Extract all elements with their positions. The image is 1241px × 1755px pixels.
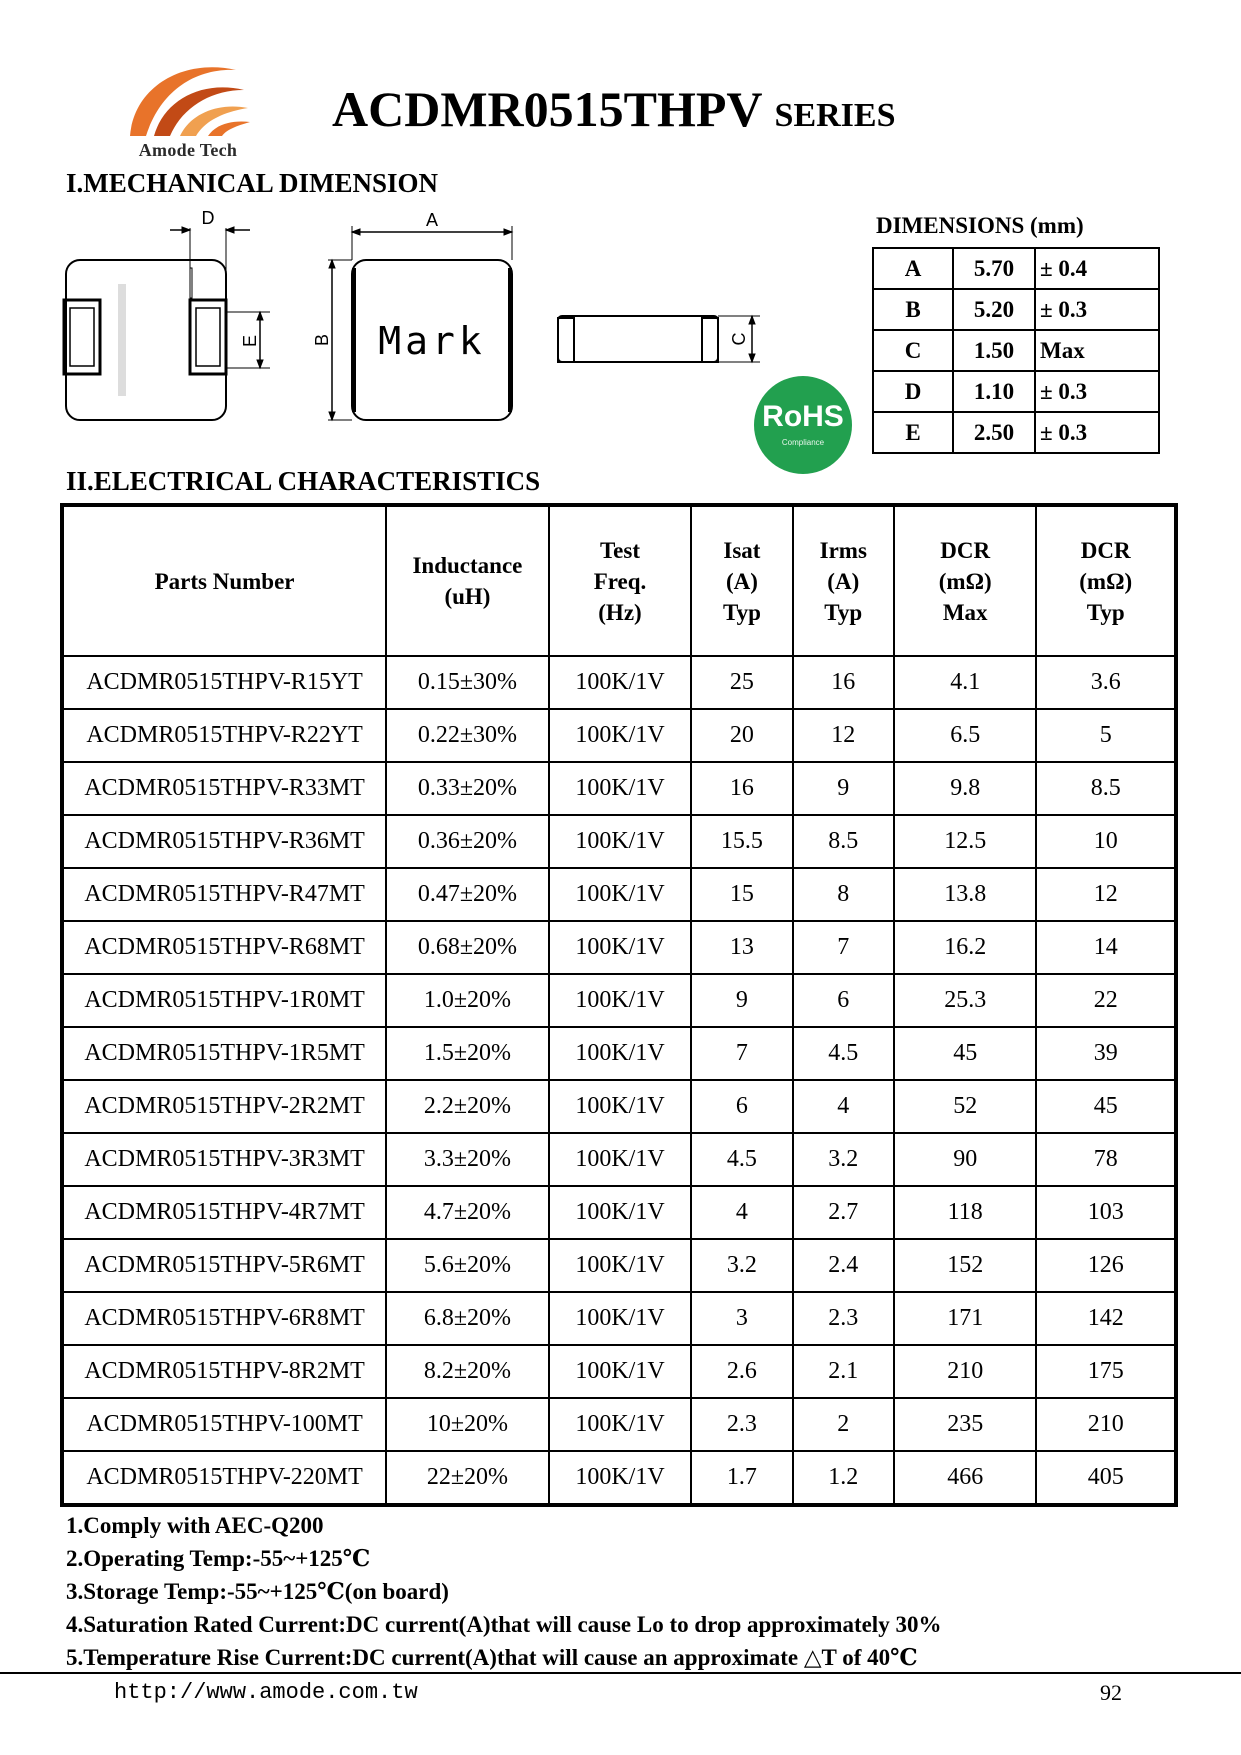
cell-test-freq: 100K/1V [549,1186,692,1239]
cell-test-freq: 100K/1V [549,868,692,921]
dimension-value: 1.10 [953,371,1035,412]
table-header-row [62,505,1176,656]
cell-irms: 1.2 [793,1451,894,1505]
cell-inductance: 0.68±20% [386,921,549,974]
cell-test-freq: 100K/1V [549,1398,692,1451]
dimension-symbol: E [873,412,953,453]
cell-inductance: 10±20% [386,1398,549,1451]
cell-dcr-typ: 405 [1036,1451,1176,1505]
cell-inductance: 4.7±20% [386,1186,549,1239]
cell-test-freq: 100K/1V [549,1027,692,1080]
dim-label-e: E [240,334,260,348]
dim-label-d: D [201,208,215,228]
note-item: 5.Temperature Rise Current:DC current(A)that will cause an approximate △T of 40℃ [66,1645,918,1670]
cell-isat: 7 [691,1027,792,1080]
cell-part-number: ACDMR0515THPV-3R3MT [62,1133,386,1186]
series-name: ACDMR0515THPV [332,81,763,137]
cell-irms: 2.3 [793,1292,894,1345]
cell-dcr-max: 6.5 [894,709,1037,762]
cell-irms: 8.5 [793,815,894,868]
cell-part-number: ACDMR0515THPV-8R2MT [62,1345,386,1398]
cell-part-number: ACDMR0515THPV-R33MT [62,762,386,815]
cell-isat: 15 [691,868,792,921]
cell-dcr-typ: 126 [1036,1239,1176,1292]
header-dcr-typ: DCR (mΩ) Typ [1036,505,1176,656]
rohs-sub-label: Compliance [781,438,825,447]
dimension-tolerance: ± 0.3 [1035,371,1159,412]
cell-part-number: ACDMR0515THPV-R47MT [62,868,386,921]
cell-dcr-max: 118 [894,1186,1037,1239]
cell-dcr-typ: 10 [1036,815,1176,868]
cell-part-number: ACDMR0515THPV-6R8MT [62,1292,386,1345]
series-suffix: SERIES [774,97,896,134]
cell-irms: 7 [793,921,894,974]
page-number: 92 [1100,1680,1122,1705]
dim-label-b: B [312,333,332,347]
dim-label-c: C [729,332,749,346]
notes-list [66,1509,941,1674]
table-row [62,1345,1176,1398]
cell-part-number: ACDMR0515THPV-5R6MT [62,1239,386,1292]
cell-irms: 3.2 [793,1133,894,1186]
cell-inductance: 22±20% [386,1451,549,1505]
cell-isat: 20 [691,709,792,762]
logo-swoosh-icon [124,56,252,142]
dimension-value: 1.50 [953,330,1035,371]
cell-dcr-typ: 175 [1036,1345,1176,1398]
cell-part-number: ACDMR0515THPV-R22YT [62,709,386,762]
dimension-row [873,248,1159,289]
cell-dcr-max: 16.2 [894,921,1037,974]
cell-dcr-max: 25.3 [894,974,1037,1027]
table-row [62,974,1176,1027]
cell-inductance: 0.22±30% [386,709,549,762]
cell-dcr-typ: 3.6 [1036,656,1176,709]
cell-inductance: 1.0±20% [386,974,549,1027]
table-row [62,1133,1176,1186]
cell-dcr-typ: 142 [1036,1292,1176,1345]
footer-url[interactable]: http://www.amode.com.tw [114,1680,418,1705]
cell-part-number: ACDMR0515THPV-100MT [62,1398,386,1451]
rohs-label: RoHS [762,400,844,433]
cell-test-freq: 100K/1V [549,921,692,974]
section-heading-electrical: II.ELECTRICAL CHARACTERISTICS [66,466,541,496]
cell-test-freq: 100K/1V [549,1451,692,1505]
cell-part-number: ACDMR0515THPV-R68MT [62,921,386,974]
cell-dcr-typ: 210 [1036,1398,1176,1451]
cell-part-number: ACDMR0515THPV-1R0MT [62,974,386,1027]
rohs-badge [754,376,852,474]
cell-dcr-typ: 39 [1036,1027,1176,1080]
header-test-freq: Test Freq. (Hz) [549,505,692,656]
header-isat: Isat (A) Typ [691,505,792,656]
dimension-value: 2.50 [953,412,1035,453]
header-dcr-max: DCR (mΩ) Max [894,505,1037,656]
cell-isat: 6 [691,1080,792,1133]
cell-inductance: 8.2±20% [386,1345,549,1398]
table-row [62,709,1176,762]
cell-isat: 4.5 [691,1133,792,1186]
cell-test-freq: 100K/1V [549,762,692,815]
note-item: 3.Storage Temp:-55~+125℃(on board) [66,1579,449,1604]
logo-text: Amode Tech [138,140,238,160]
dimensions-caption: DIMENSIONS (mm) [876,213,1084,238]
cell-inductance: 0.36±20% [386,815,549,868]
cell-test-freq: 100K/1V [549,974,692,1027]
cell-irms: 12 [793,709,894,762]
dimensions-table [872,247,1160,454]
note-item: 2.Operating Temp:-55~+125℃ [66,1546,371,1571]
dimension-value: 5.70 [953,248,1035,289]
cell-dcr-max: 466 [894,1451,1037,1505]
cell-isat: 9 [691,974,792,1027]
company-logo [118,56,258,164]
dimension-row [873,330,1159,371]
cell-dcr-typ: 78 [1036,1133,1176,1186]
cell-irms: 4 [793,1080,894,1133]
dimension-symbol: C [873,330,953,371]
cell-test-freq: 100K/1V [549,709,692,762]
cell-isat: 25 [691,656,792,709]
cell-dcr-max: 52 [894,1080,1037,1133]
dimension-value: 5.20 [953,289,1035,330]
cell-inductance: 0.33±20% [386,762,549,815]
cell-irms: 6 [793,974,894,1027]
cell-dcr-typ: 22 [1036,974,1176,1027]
dimension-tolerance: ± 0.3 [1035,289,1159,330]
cell-dcr-max: 45 [894,1027,1037,1080]
cell-part-number: ACDMR0515THPV-R15YT [62,656,386,709]
electrical-table [60,503,1178,1507]
mark-text: Mark [378,319,486,363]
cell-part-number: ACDMR0515THPV-220MT [62,1451,386,1505]
dimension-symbol: A [873,248,953,289]
cell-isat: 1.7 [691,1451,792,1505]
dimension-symbol: B [873,289,953,330]
table-row [62,1186,1176,1239]
cell-dcr-max: 4.1 [894,656,1037,709]
cell-part-number: ACDMR0515THPV-4R7MT [62,1186,386,1239]
cell-isat: 2.6 [691,1345,792,1398]
note-item: 4.Saturation Rated Current:DC current(A)that will cause Lo to drop approximately 30% [66,1612,942,1637]
cell-irms: 9 [793,762,894,815]
cell-dcr-max: 210 [894,1345,1037,1398]
cell-dcr-typ: 12 [1036,868,1176,921]
table-row [62,1292,1176,1345]
cell-irms: 2.7 [793,1186,894,1239]
dimension-row [873,289,1159,330]
cell-dcr-max: 171 [894,1292,1037,1345]
table-row [62,1398,1176,1451]
cell-irms: 2.4 [793,1239,894,1292]
cell-dcr-max: 90 [894,1133,1037,1186]
cell-dcr-max: 152 [894,1239,1037,1292]
cell-part-number: ACDMR0515THPV-2R2MT [62,1080,386,1133]
page-title [332,80,896,138]
cell-inductance: 3.3±20% [386,1133,549,1186]
cell-inductance: 1.5±20% [386,1027,549,1080]
cell-dcr-typ: 8.5 [1036,762,1176,815]
cell-isat: 2.3 [691,1398,792,1451]
cell-test-freq: 100K/1V [549,1345,692,1398]
cell-test-freq: 100K/1V [549,656,692,709]
table-row [62,815,1176,868]
section-heading-mechanical: I.MECHANICAL DIMENSION [66,168,439,198]
cell-dcr-typ: 45 [1036,1080,1176,1133]
table-row [62,868,1176,921]
table-row [62,921,1176,974]
cell-test-freq: 100K/1V [549,1239,692,1292]
table-row [62,1080,1176,1133]
cell-isat: 15.5 [691,815,792,868]
dimension-tolerance: ± 0.3 [1035,412,1159,453]
header-irms: Irms (A) Typ [793,505,894,656]
cell-isat: 3.2 [691,1239,792,1292]
table-row [62,1239,1176,1292]
cell-inductance: 5.6±20% [386,1239,549,1292]
header-parts-number: Parts Number [62,505,386,656]
table-row [62,656,1176,709]
cell-isat: 16 [691,762,792,815]
electrical-table-body [62,656,1176,1505]
table-row [62,1451,1176,1505]
cell-test-freq: 100K/1V [549,815,692,868]
cell-isat: 4 [691,1186,792,1239]
cell-dcr-typ: 14 [1036,921,1176,974]
cell-dcr-typ: 5 [1036,709,1176,762]
cell-test-freq: 100K/1V [549,1292,692,1345]
cell-irms: 8 [793,868,894,921]
cell-dcr-typ: 103 [1036,1186,1176,1239]
cell-inductance: 2.2±20% [386,1080,549,1133]
dimension-row [873,371,1159,412]
table-row [62,1027,1176,1080]
cell-inductance: 6.8±20% [386,1292,549,1345]
cell-part-number: ACDMR0515THPV-R36MT [62,815,386,868]
cell-irms: 2.1 [793,1345,894,1398]
cell-dcr-max: 13.8 [894,868,1037,921]
cell-irms: 16 [793,656,894,709]
bottom-view [64,227,270,420]
dimension-symbol: D [873,371,953,412]
cell-dcr-max: 9.8 [894,762,1037,815]
cell-inductance: 0.15±30% [386,656,549,709]
mechanical-drawing [60,208,780,438]
dim-label-a: A [425,210,439,230]
header-inductance: Inductance (uH) [386,505,549,656]
dimension-row [873,412,1159,453]
cell-test-freq: 100K/1V [549,1133,692,1186]
table-row [62,762,1176,815]
note-item: 1.Comply with AEC-Q200 [66,1513,324,1538]
cell-test-freq: 100K/1V [549,1080,692,1133]
dimension-tolerance: Max [1035,330,1159,371]
dimensions-table-body [873,248,1159,453]
cell-irms: 2 [793,1398,894,1451]
cell-dcr-max: 12.5 [894,815,1037,868]
cell-dcr-max: 235 [894,1398,1037,1451]
footer-divider [0,1672,1241,1674]
cell-isat: 13 [691,921,792,974]
cell-inductance: 0.47±20% [386,868,549,921]
cell-isat: 3 [691,1292,792,1345]
cell-part-number: ACDMR0515THPV-1R5MT [62,1027,386,1080]
cell-irms: 4.5 [793,1027,894,1080]
dimension-tolerance: ± 0.4 [1035,248,1159,289]
